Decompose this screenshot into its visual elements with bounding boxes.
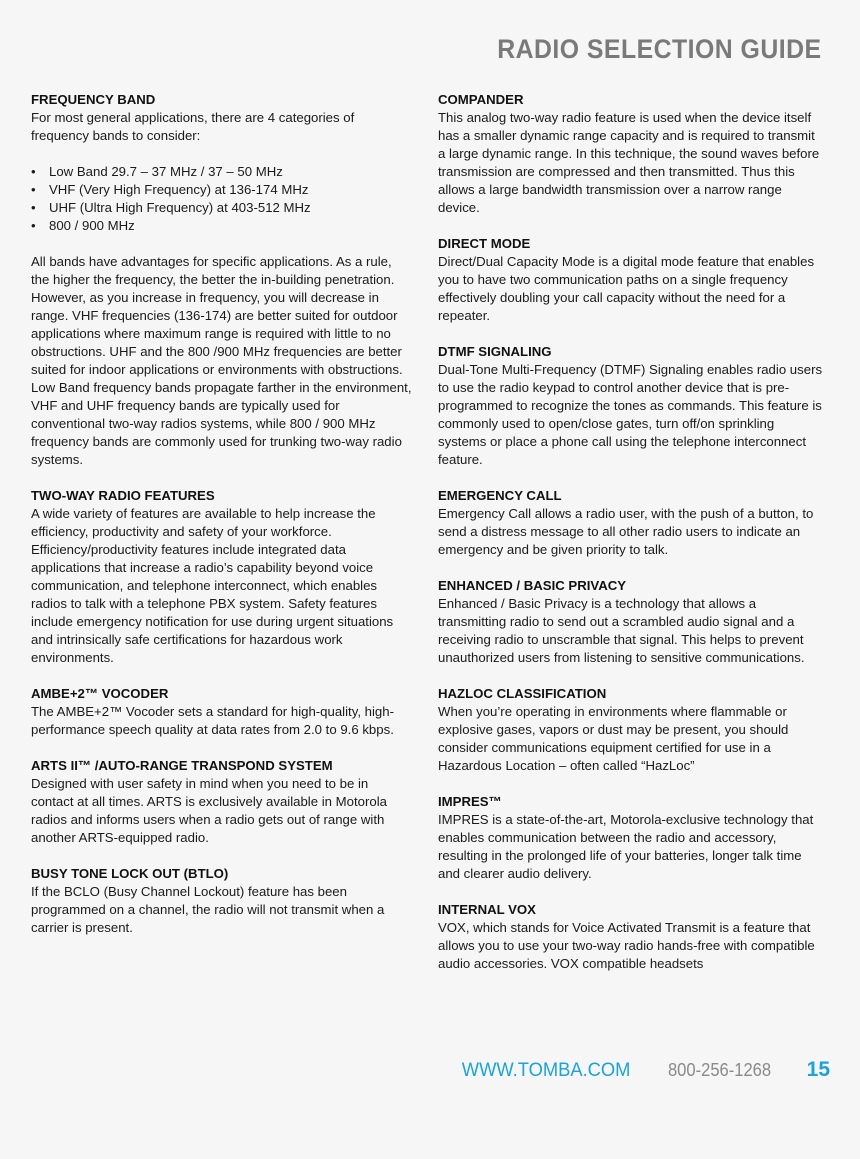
- section-body: IMPRES is a state-of-the-art, Motorola-exclusive technology that enables communication between the radio and accessory, resulting in the prolonged life of your batteries, longer talk time and clearer audio delivery.: [438, 812, 814, 881]
- section-arts: [31, 757, 413, 847]
- section-heading: AMBE+2™ VOCODER: [31, 686, 169, 701]
- section-heading: ENHANCED / BASIC PRIVACY: [438, 578, 627, 593]
- section-heading: HAZLOC CLASSIFICATION: [438, 686, 607, 701]
- section-two-way-radio-features: [31, 487, 413, 667]
- list-item: • UHF (Ultra High Frequency) at 403-512 MHz: [49, 199, 413, 217]
- left-column: [31, 91, 413, 955]
- section-body: The AMBE+2™ Vocoder sets a standard for high-quality, high-performance speech quality at data rates from 2.0 to 9.6 kbps.: [31, 704, 394, 737]
- section-body: All bands have advantages for specific applications. As a rule, the higher the frequency, the better the in-building penetration. However, as you increase in frequency, you will decrease in range. VHF frequencies (136-174) are better suited for outdoor applications where maximum range is required with little to no obstructions. UHF and the 800 /900 MHz frequencies are better suited for indoor applications or environments with obstructions. Low Band frequency bands propagate farther in the environment, VHF and UHF frequency bands are typically used for conventional two-way radios systems, while 800 / 900 MHz frequency bands are commonly used for trunking two-way radio systems.: [31, 254, 412, 467]
- section-heading: BUSY TONE LOCK OUT (BTLO): [31, 866, 229, 881]
- section-heading: DIRECT MODE: [438, 236, 531, 251]
- website-link[interactable]: WWW.TOMBA.COM: [461, 1059, 631, 1081]
- section-body: VOX, which stands for Voice Activated Transmit is a feature that allows you to use your two-way radio hands-free with compatible audio accessories. VOX compatible headsets: [438, 920, 815, 971]
- section-heading: COMPANDER: [438, 92, 524, 107]
- section-body: Designed with user safety in mind when you need to be in contact at all times. ARTS is exclusively available in Motorola radios and informs users when a radio gets out of range with another ARTS-equipped radio.: [31, 776, 387, 845]
- section-direct-mode: [438, 235, 824, 325]
- section-internal-vox: [438, 901, 824, 973]
- list-item: • VHF (Very High Frequency) at 136-174 MHz: [49, 181, 413, 199]
- section-heading: IMPRES™: [438, 794, 502, 809]
- section-heading: DTMF SIGNALING: [438, 344, 552, 359]
- section-body: Direct/Dual Capacity Mode is a digital mode feature that enables you to have two communication paths on a single frequency effectively doubling your call capacity without the need for a repeater.: [438, 254, 815, 323]
- section-heading: TWO-WAY RADIO FEATURES: [31, 488, 215, 503]
- list-item: • 800 / 900 MHz: [49, 217, 413, 235]
- right-column: [438, 91, 824, 991]
- section-heading: EMERGENCY CALL: [438, 488, 562, 503]
- section-heading: FREQUENCY BAND: [31, 92, 156, 107]
- section-privacy: [438, 577, 824, 667]
- section-emergency-call: [438, 487, 824, 559]
- section-frequency-band: [31, 91, 413, 469]
- section-dtmf-signaling: [438, 343, 824, 469]
- frequency-band-list: [31, 163, 413, 235]
- page-title: RADIO SELECTION GUIDE: [497, 34, 822, 64]
- section-compander: [438, 91, 824, 217]
- section-ambe-vocoder: [31, 685, 413, 739]
- page-footer: [451, 1058, 830, 1082]
- section-hazloc: [438, 685, 824, 775]
- section-body: This analog two-way radio feature is used when the device itself has a smaller dynamic range capacity and is required to transmit a large dynamic range. In this technique, the sound waves before transmission are compressed and then transmitted. Thus this allows a large bandwidth transmission over a narrow range device.: [438, 110, 820, 215]
- section-body: A wide variety of features are available to help increase the efficiency, productivity and safety of your workforce. Efficiency/productivity features include integrated data applications that increase a radio’s capability beyond voice communication, and telephone interconnect, which enables radios to talk with a telephone PBX system. Safety features include emergency notification for use during urgent situations and intrinsically safe certifications for hazardous work environments.: [31, 506, 394, 665]
- section-body: Enhanced / Basic Privacy is a technology that allows a transmitting radio to send out a scrambled audio signal and a receiving radio to unscramble that signal. This helps to prevent unauthorized users from listening to sensitive communications.: [438, 596, 805, 665]
- section-body: Dual-Tone Multi-Frequency (DTMF) Signaling enables radio users to use the radio keypad to control another device that is pre-programmed to recognize the tones as commands. This feature is commonly used to open/close gates, turn off/on sprinkling systems or place a phone call using the telephone interconnect feature.: [438, 362, 823, 467]
- section-body: When you’re operating in environments where flammable or explosive gases, vapors or dust may be present, you should consider communications equipment certified for use in a Hazardous Location – often called “HazLoc”: [438, 704, 789, 773]
- section-intro: For most general applications, there are 4 categories of frequency bands to consider:: [31, 110, 355, 143]
- section-btlo: [31, 865, 413, 937]
- section-impres: [438, 793, 824, 883]
- phone-number: 800-256-1268: [667, 1060, 771, 1080]
- page-number: 15: [806, 1058, 830, 1081]
- section-heading: INTERNAL VOX: [438, 902, 536, 917]
- section-body: Emergency Call allows a radio user, with the push of a button, to send a distress message to all other radio users to indicate an emergency and be given priority to talk.: [438, 506, 814, 557]
- section-body: If the BCLO (Busy Channel Lockout) feature has been programmed on a channel, the radio will not transmit when a carrier is present.: [31, 884, 385, 935]
- section-heading: ARTS II™ /AUTO-RANGE TRANSPOND SYSTEM: [31, 758, 333, 773]
- list-item: • Low Band 29.7 – 37 MHz / 37 – 50 MHz: [49, 163, 413, 181]
